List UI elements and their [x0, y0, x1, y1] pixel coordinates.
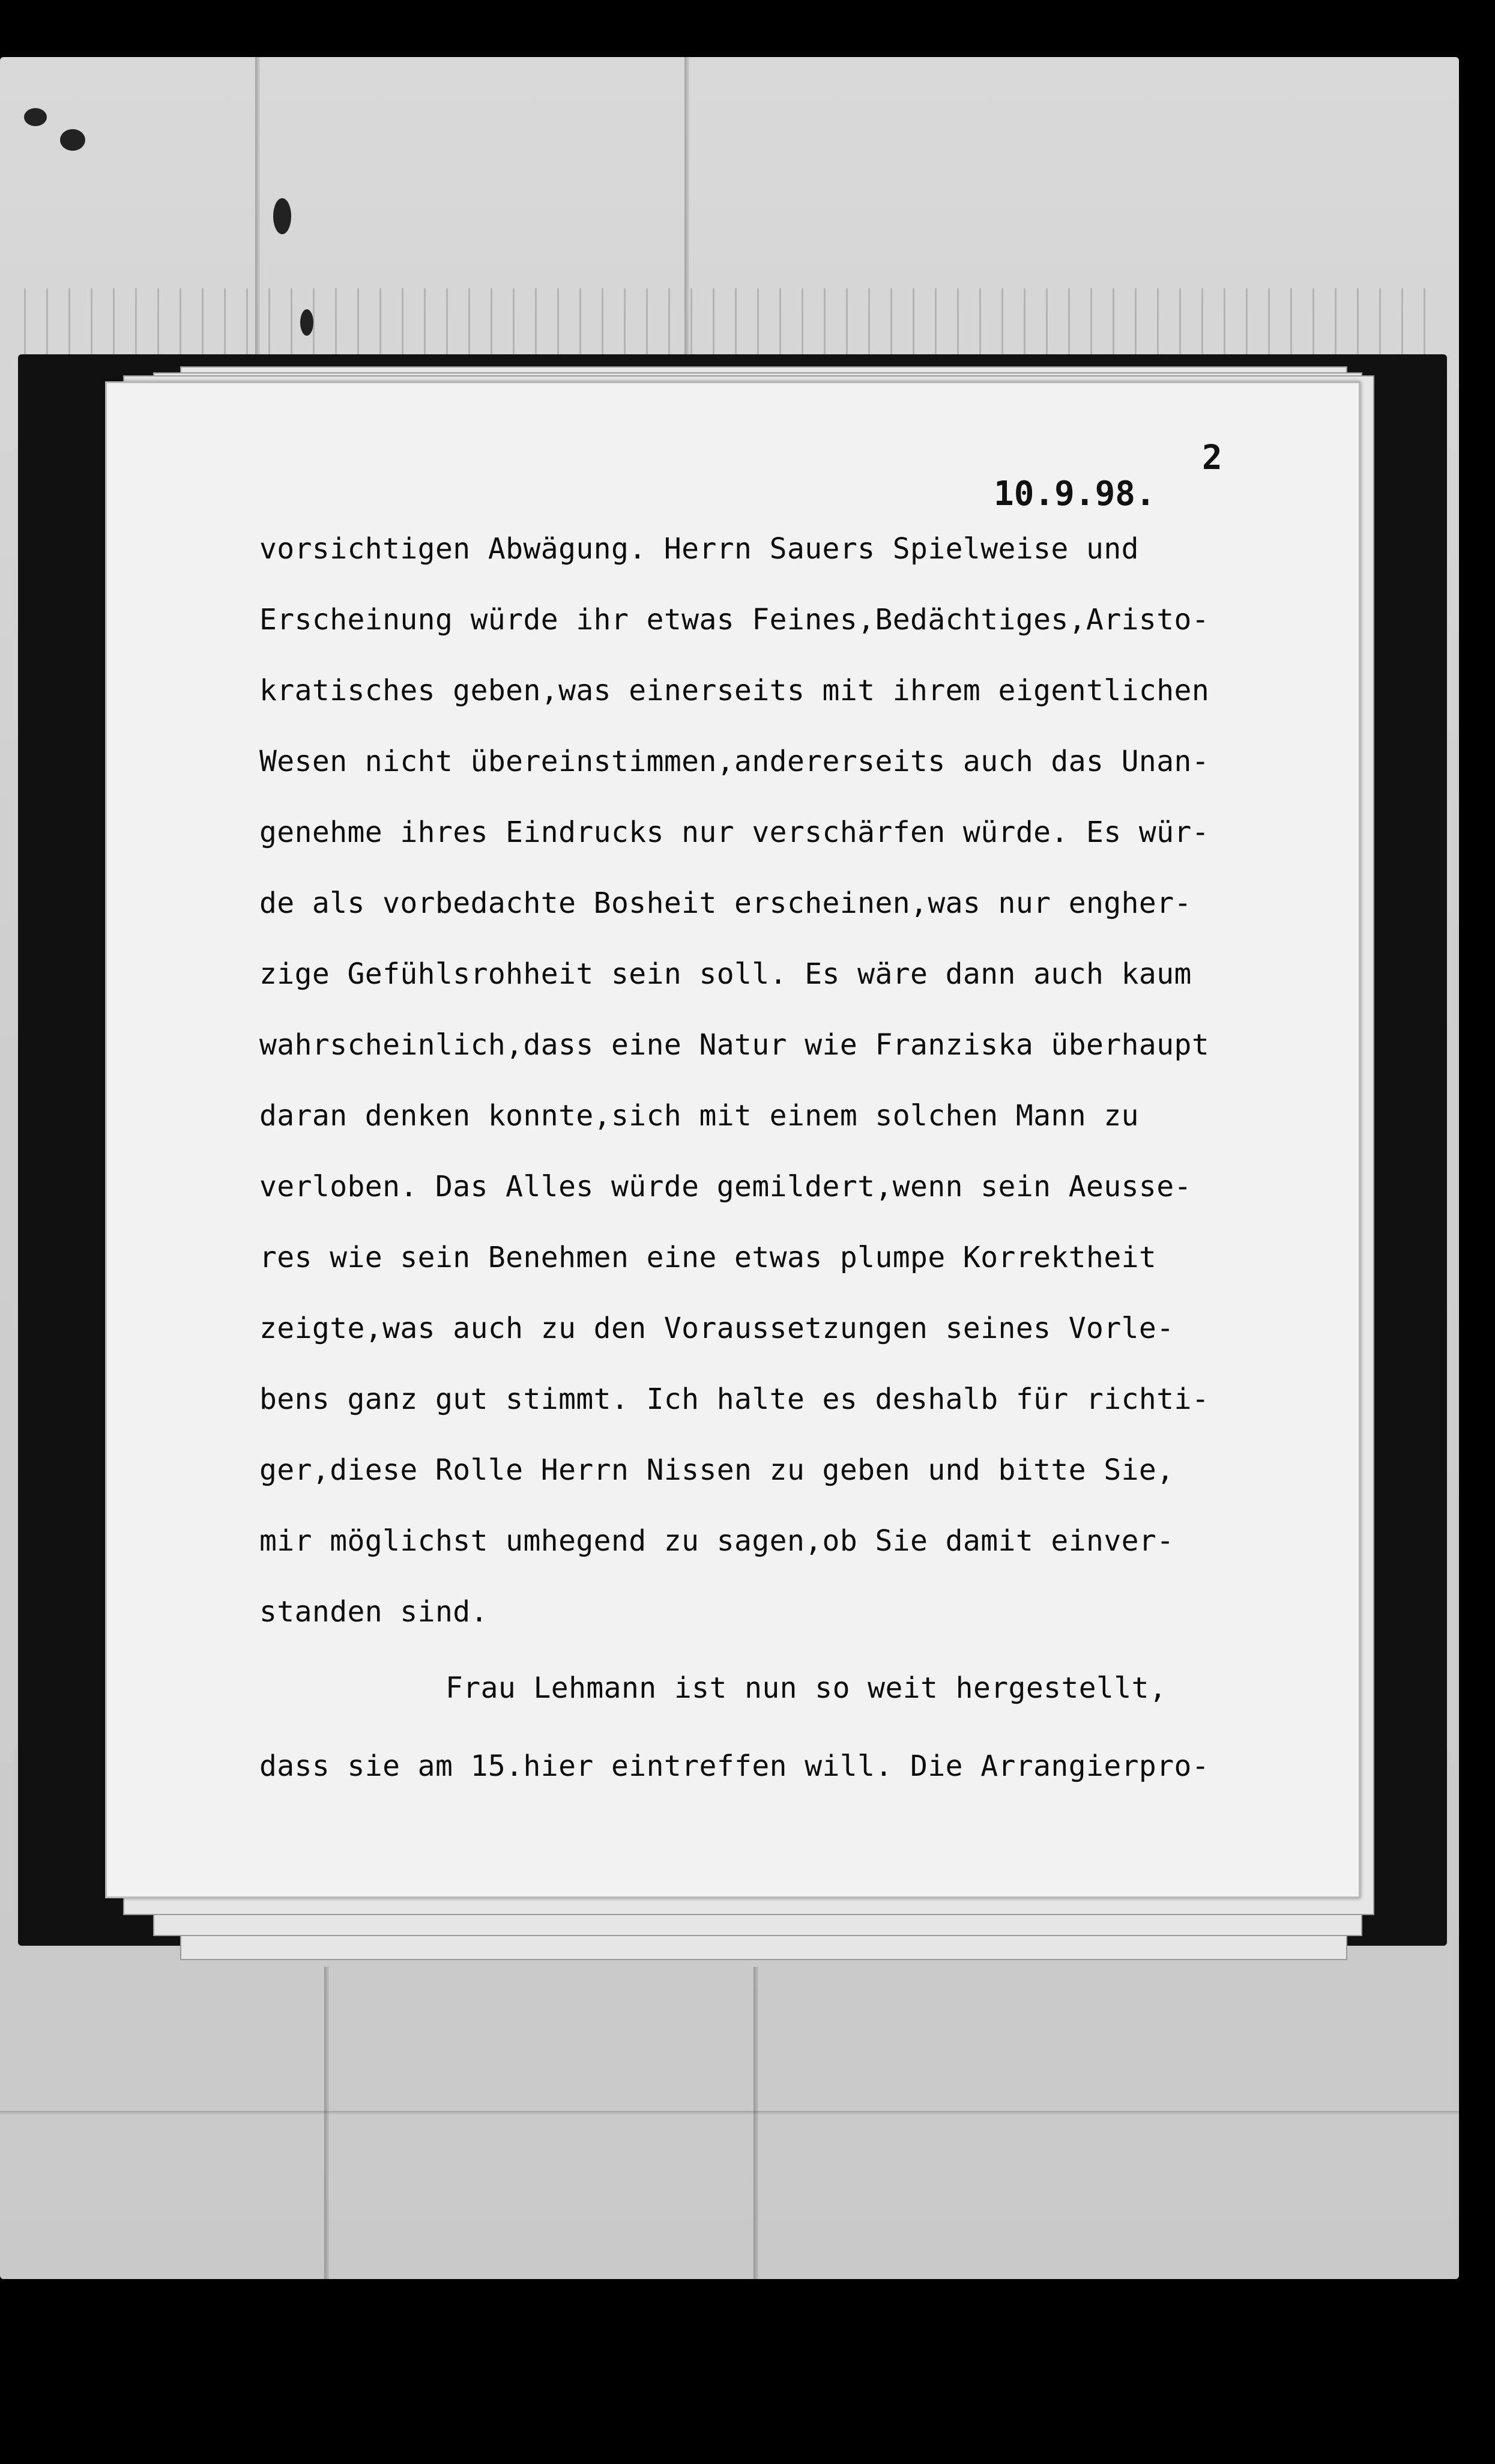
text-line: vorsichtigen Abwägung. Herrn Sauers Spielweise und [259, 532, 1139, 566]
text-line: genehme ihres Eindrucks nur verschärfen würde. Es wür- [259, 816, 1210, 849]
fold-crease [324, 1967, 329, 2279]
text-line: bens ganz gut stimmt. Ich halte es deshalb für richti- [259, 1382, 1210, 1416]
perforation-marks [24, 288, 1435, 354]
fold-crease [754, 1967, 758, 2279]
text-line: res wie sein Benehmen eine etwas plumpe Korrektheit [259, 1241, 1157, 1274]
text-line: dass sie am 15.hier eintreffen will. Die Arrangierpro- [259, 1749, 1210, 1783]
text-line: standen sind. [259, 1595, 488, 1629]
text-line: kratisches geben,was einerseits mit ihrem eigentlichen [259, 674, 1210, 707]
text-line: zeigte,was auch zu den Voraussetzungen seines Vorle- [259, 1312, 1174, 1345]
paragraph-first-line: Frau Lehmann ist nun so weit hergestellt, [445, 1671, 1167, 1705]
fold-crease [0, 2111, 1459, 2114]
text-line: daran denken konnte,sich mit einem solchen Mann zu [259, 1099, 1139, 1133]
text-line: ger,diese Rolle Herrn Nissen zu geben und bitte Sie, [259, 1453, 1174, 1487]
text-line: de als vorbedachte Bosheit erscheinen,was nur engher- [259, 886, 1192, 920]
letter-date: 10.9.98. [994, 474, 1156, 513]
text-line: zige Gefühlsrohheit sein soll. Es wäre dann auch kaum [259, 957, 1192, 991]
text-line: Erscheinung würde ihr etwas Feines,Bedächtiges,Aristo- [259, 603, 1210, 637]
page-number: 2 [1202, 438, 1222, 477]
text-line: wahrscheinlich,dass eine Natur wie Franziska überhaupt [259, 1028, 1210, 1062]
text-line: Wesen nicht übereinstimmen,andererseits auch das Unan- [259, 745, 1210, 778]
ink-stain [300, 309, 313, 336]
ink-stain [24, 108, 47, 126]
ink-stain [60, 129, 85, 151]
ink-stain [273, 198, 291, 234]
text-line: mir möglichst umhegend zu sagen,ob Sie damit einver- [259, 1524, 1174, 1558]
text-line: verloben. Das Alles würde gemildert,wenn sein Aeusse- [259, 1170, 1192, 1203]
letter-body [259, 513, 1334, 1803]
